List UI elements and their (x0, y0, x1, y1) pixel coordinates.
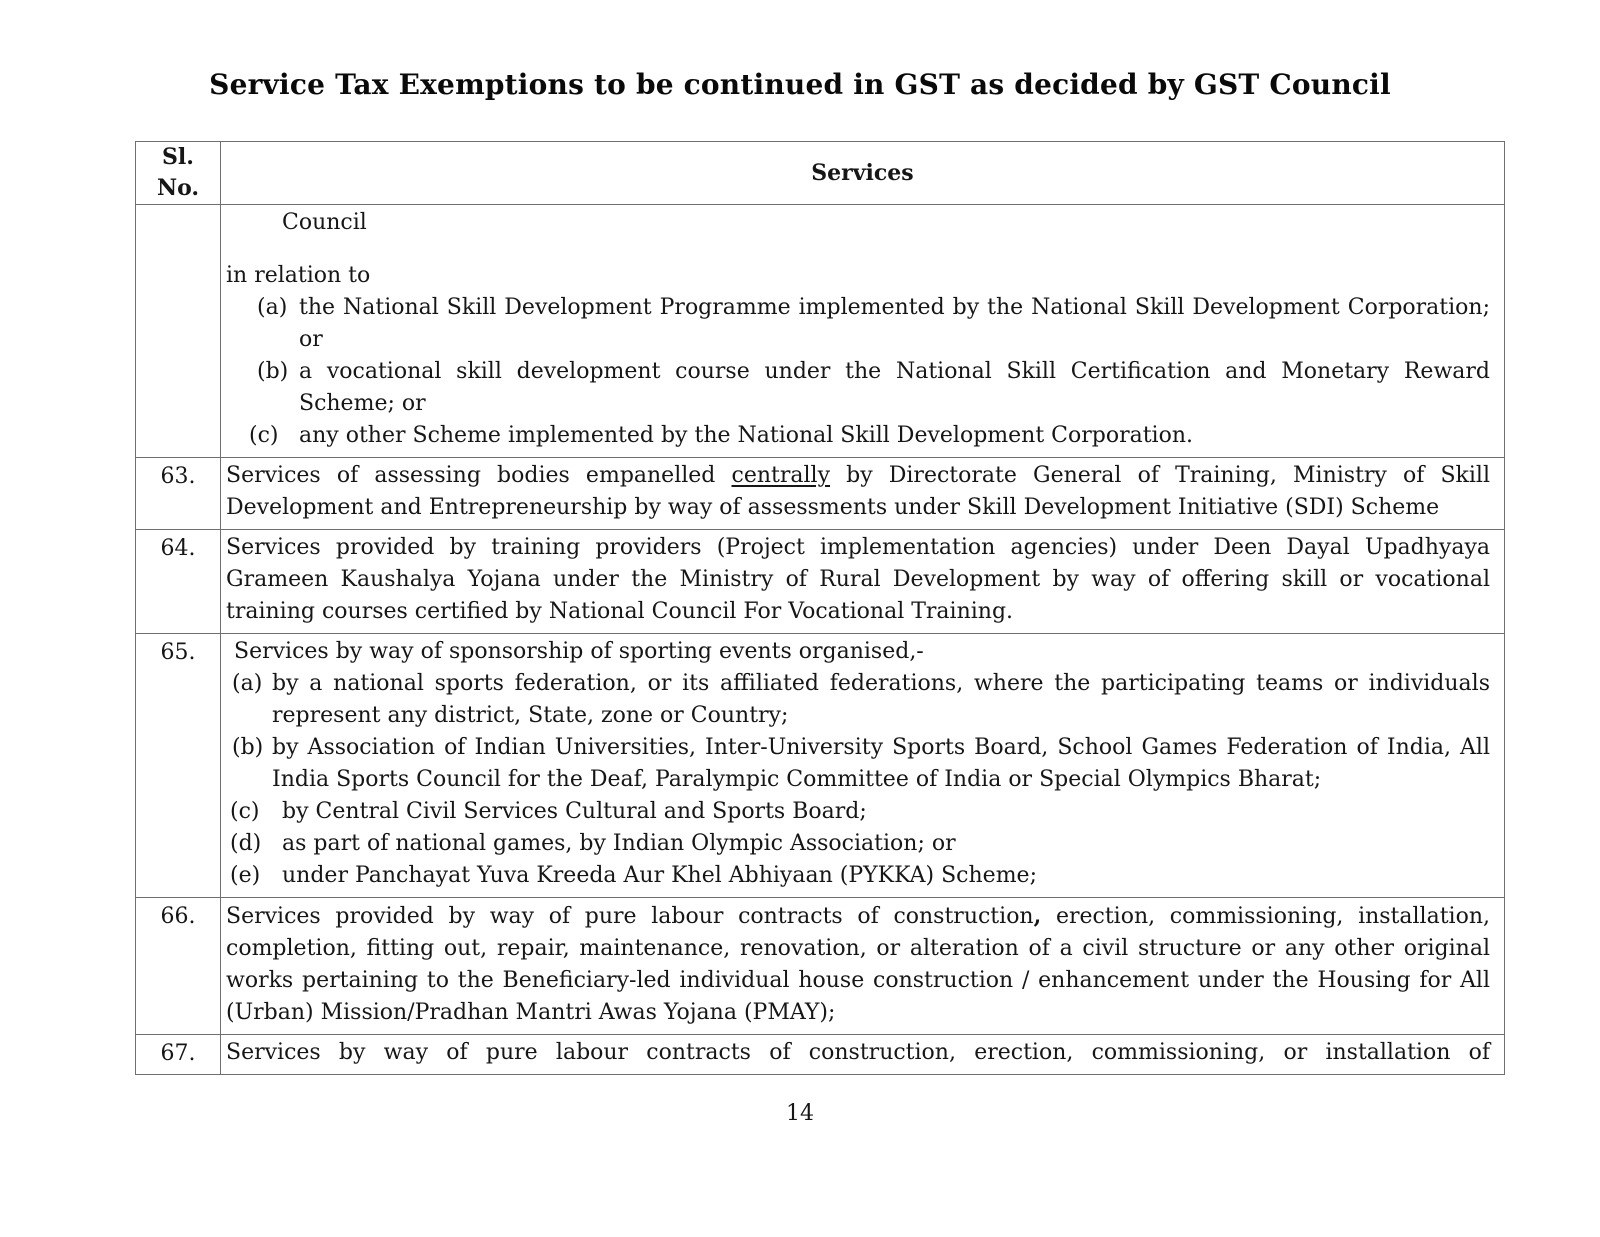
document-table (135, 141, 1505, 1075)
list-item: (a) the National Skill Development Programme implemented by the National Skill Development Corporation; or (226, 292, 1490, 356)
list-item: (b) by Association of Indian Universities, Inter-University Sports Board, School Games Federation of India, All India Sports Council for the Deaf, Paralympic Committee of India or Special Olympics Bharat; (226, 732, 1490, 796)
text-block: Services provided by way of pure labour contracts of construction, erection, commissioning, installation, completion, fitting out, repair, maintenance, renovation, or alteration of a civil structure or any other original works pertaining to the Beneficiary-led individual house construction / enhancement under the Housing for All (Urban) Mission/Pradhan Mantri Awas Yojana (PMAY); (226, 903, 1490, 1025)
row-services-text (221, 634, 1505, 898)
row-serial-number: 63. (136, 458, 221, 530)
table-row (136, 530, 1505, 634)
text-block: in relation to (226, 263, 371, 288)
row-services-text (221, 458, 1505, 530)
table-row (136, 205, 1505, 458)
list-item-label: (c) (230, 799, 260, 824)
column-header-services: Services (221, 142, 1505, 205)
text-block: Services of assessing bodies empanelled centrally by Directorate General of Training, Ministry of Skill Development and Entrepreneurship by way of assessments under Skill Development Initiative (SDI) Scheme (226, 463, 1491, 520)
row-serial-number: 64. (136, 530, 221, 634)
list-item-label: (a) (257, 295, 288, 320)
list-item-label: (e) (230, 863, 261, 888)
list-item: (d) as part of national games, by Indian Olympic Association; or (226, 828, 1490, 860)
row-serial-number: 67. (136, 1035, 221, 1075)
list-item: (a) by a national sports federation, or its affiliated federations, where the participating teams or individuals represent any district, State, zone or Country; (226, 668, 1490, 732)
row-serial-number: 65. (136, 634, 221, 898)
row-services-text (221, 530, 1505, 634)
text-block: Services provided by training providers (Project implementation agencies) under Deen Dayal Upadhyaya Grameen Kaushalya Yojana under the Ministry of Rural Development by way of offering skill or vocational training courses certified by National Council For Vocational Training. (226, 535, 1490, 624)
row-services-text (221, 205, 1505, 458)
table-header-row (136, 142, 1505, 205)
row-services-text (221, 898, 1505, 1035)
paragraph-gap (226, 239, 1490, 260)
list-item-label: (d) (230, 831, 262, 856)
list-item: (e) under Panchayat Yuva Kreeda Aur Khel Abhiyaan (PYKKA) Scheme; (226, 860, 1490, 892)
sl-header-line1: Sl. (162, 144, 194, 170)
row-services-text (221, 1035, 1505, 1075)
table-body (136, 205, 1505, 1075)
page-number: 14 (786, 1101, 814, 1126)
list-item-label: (a) (232, 671, 263, 696)
page-title: Service Tax Exemptions to be continued in GST as decided by GST Council (209, 68, 1391, 101)
row-serial-number: 66. (136, 898, 221, 1035)
row-serial-number (136, 205, 221, 458)
list-item-label: (b) (232, 735, 264, 760)
list-item-label: (b) (257, 359, 289, 384)
list-item: (b) a vocational skill development course under the National Skill Certification and Monetary Reward Scheme; or (226, 356, 1490, 420)
table-row (136, 634, 1505, 898)
table-row (136, 898, 1505, 1035)
text-block: Services by way of pure labour contracts of construction, erection, commissioning, or installation of (226, 1040, 1490, 1065)
column-header-sl-no (136, 142, 221, 205)
table-row (136, 458, 1505, 530)
text-block: Services by way of sponsorship of sporting events organised,- (234, 639, 924, 664)
list-item: (c) any other Scheme implemented by the National Skill Development Corporation. (226, 420, 1490, 452)
sl-header-line2: No. (156, 175, 200, 201)
list-item: (c) by Central Civil Services Cultural and Sports Board; (226, 796, 1490, 828)
list-item-label: (c) (249, 423, 279, 448)
text-block: Council (282, 210, 367, 235)
table-row (136, 1035, 1505, 1075)
